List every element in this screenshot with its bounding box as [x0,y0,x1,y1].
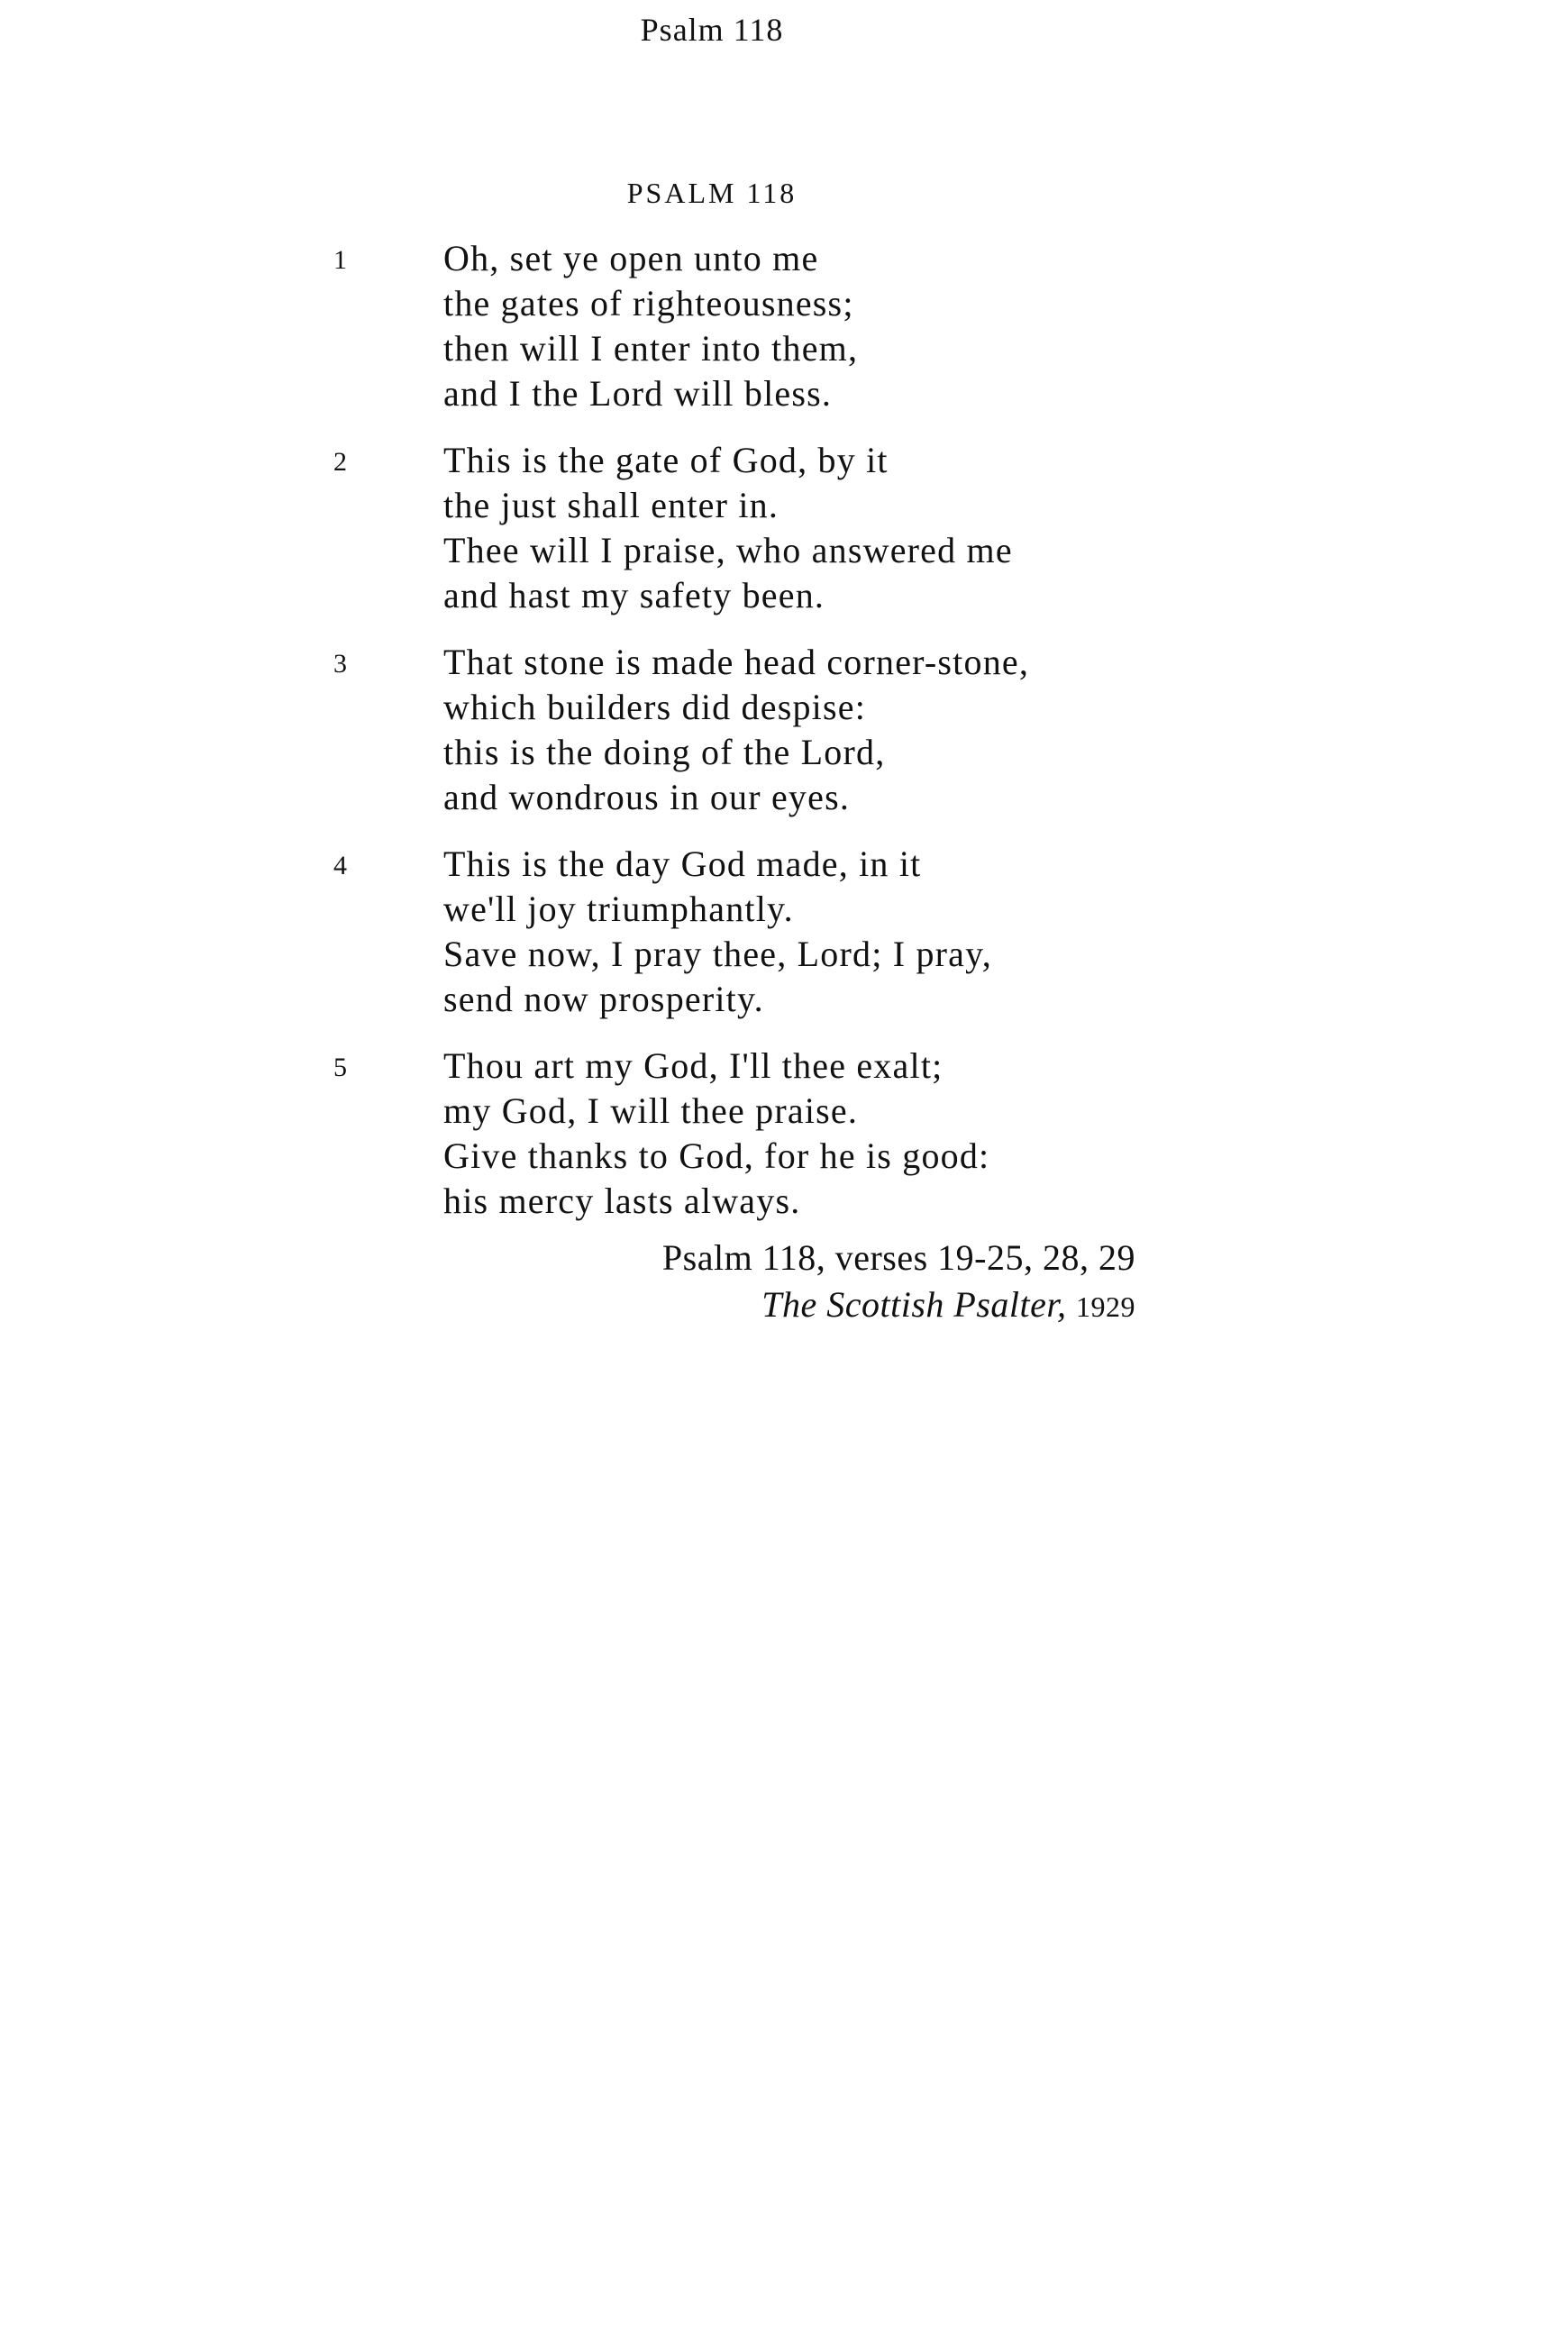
verse-line: the just shall enter in. [443,485,779,525]
verse-line: Save now, I pray thee, Lord; I pray, [443,934,992,974]
stanza-3 [333,640,1235,820]
source-citation [333,1281,1135,1330]
running-head: Psalm 118 [640,12,784,48]
stanza-lines [443,438,1235,618]
stanza-5 [333,1044,1235,1224]
verse-line: then will I enter into them, [443,328,859,369]
verse-line: the gates of righteousness; [443,283,854,324]
verse-line: and wondrous in our eyes. [443,777,851,817]
verse-line: we'll joy triumphantly. [443,889,794,929]
source-title: The Scottish Psalter, [761,1284,1067,1325]
stanza-number: 3 [333,649,347,679]
verse-line: This is the gate of God, by it [443,440,889,480]
verse-line: and I the Lord will bless. [443,373,833,414]
stanza-list [333,236,1235,1245]
verse-line: That stone is made head corner-stone, [443,642,1030,682]
stanza-lines [443,640,1235,820]
scripture-reference: Psalm 118, verses 19-25, 28, 29 [661,1237,1135,1278]
verse-line: This is the day God made, in it [443,843,922,884]
source-year: 1929 [1076,1290,1135,1323]
verse-line: this is the doing of the Lord, [443,732,886,772]
stanza-number: 2 [333,447,347,477]
verse-line: Oh, set ye open unto me [443,238,819,278]
verse-line: Thou art my God, I'll thee exalt; [443,1045,944,1086]
stanza-1 [333,236,1235,416]
verse-line: his mercy lasts always. [443,1181,801,1221]
stanza-lines [443,1044,1235,1224]
stanza-number: 1 [333,245,347,275]
stanza-2 [333,438,1235,618]
verse-line: Thee will I praise, who answered me [443,530,1013,570]
stanza-lines [443,236,1235,416]
stanza-number: 4 [333,851,347,880]
stanza-4 [333,842,1235,1022]
verse-line: Give thanks to God, for he is good: [443,1135,990,1176]
verse-line: my God, I will thee praise. [443,1090,859,1131]
psalm-title: PSALM 118 [626,177,798,209]
attribution [333,1235,1135,1330]
stanza-lines [443,842,1235,1022]
verse-line: which builders did despise: [443,687,867,727]
stanza-number: 5 [333,1053,347,1082]
verse-line: send now prosperity. [443,979,764,1019]
verse-line: and hast my safety been. [443,575,825,615]
